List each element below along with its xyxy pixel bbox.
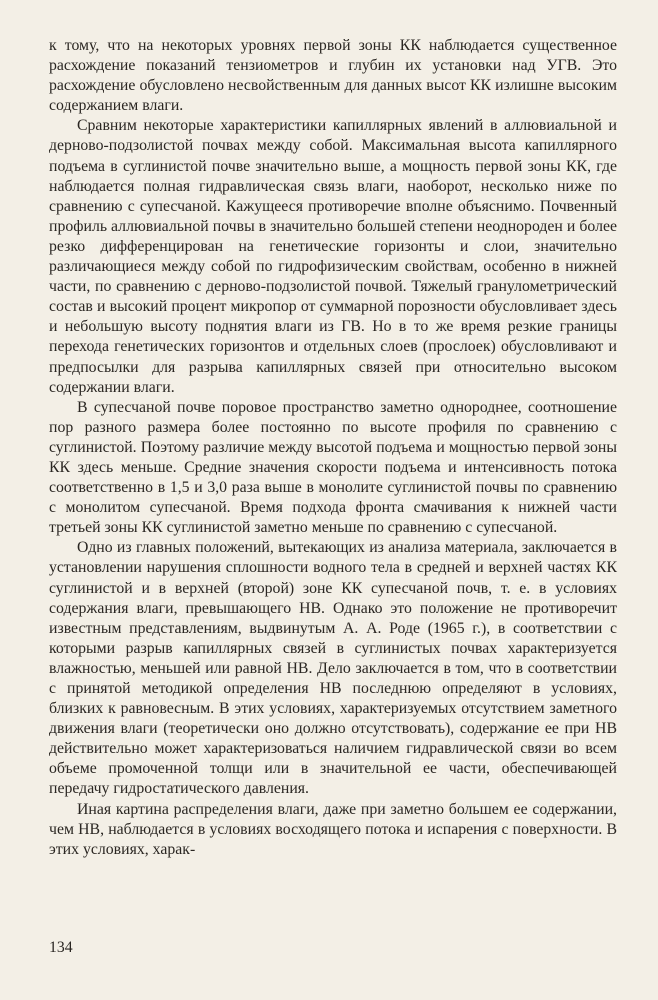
paragraph-3: В супесчаной почве поровое пространство заметно однороднее, соотношение пор разного размера более постоянно по высоте профиля по сравнению с суглинистой. Поэтому различие между высотой подъема и мощностью первой зоны КК здесь меньше. Средние значения скорости подъема и интенсивность потока соответственно в 1,5 и 3,0 раза выше в монолите суглинистой почвы по сравнению с монолитом супесчаной. Время подхода фронта смачивания к нижней части третьей зоны КК суглинистой заметно меньше по сравнению с супесчаной. [49, 398, 617, 537]
paragraph-5: Иная картина распределения влаги, даже при заметно большем ее содержании, чем НВ, наблюдается в условиях восходящего потока и испарения с поверхности. В этих условиях, харак- [49, 800, 617, 858]
paragraph-1: к тому, что на некоторых уровнях первой зоны КК наблюдается существенное расхождение показаний тензиометров и глубин их установки над УГВ. Это расхождение обусловлено несвойственным для данных высот КК излишне высоким содержанием влаги. [49, 37, 617, 115]
page-number: 134 [49, 939, 73, 956]
paragraph-2: Сравним некоторые характеристики капиллярных явлений в аллювиальной и дерново-подзолистой почвах между собой. Максимальная высота капиллярного подъема в суглинистой почве значительно выше, а мощность первой зоны КК, где наблюдается полная гидравлическая связь влаги, наоборот, несколько ниже по сравнению с супесчаной. Кажущееся противоречие вполне объяснимо. Почвенный профиль аллювиальной почвы в значительно большей степени неоднороден и более резко дифференцирован на генетические горизонты и слои, значительно различающиеся между собой по гидрофизическим свойствам, особенно в нижней части, по сравнению с дерново-подзолистой почвой. Тяжелый гранулометрический состав и высокий процент микропор от суммарной порозности обусловливает здесь и небольшую высоту поднятия влаги из ГВ. Но в то же время резкие границы перехода генетических горизонтов и отдельных слоев (прослоек) обусловливают и предпосылки для разрыва капиллярных связей при относительно высоком содержании влаги. [49, 117, 617, 396]
text-body [49, 36, 617, 966]
paragraph-4: Одно из главных положений, вытекающих из анализа материала, заключается в установлении нарушения сплошности водного тела в средней и верхней частях КК суглинистой и в верхней (второй) зоне КК супесчаной почв, т. е. в условиях содержания влаги, превышающего НВ. Однако это положение не противоречит известным представлениям, выдвинутым А. А. Роде (1965 г.), в соответствии с которыми разрыв капиллярных связей в суглинистых почвах характеризуется влажностью, меньшей или равной НВ. Дело заключается в том, что в соответствии с принятой методикой определения НВ последнюю определяют в условиях, близких к равновесным. В этих условиях, характеризуемых отсутствием заметного движения влаги (теоретически оно должно отсутствовать), содержание ее при НВ действительно может характеризоваться наличием гидравлической связи во всем объеме промоченной толщи или в значительной ее части, обеспечивающей передачу гидростатического давления. [49, 539, 617, 798]
